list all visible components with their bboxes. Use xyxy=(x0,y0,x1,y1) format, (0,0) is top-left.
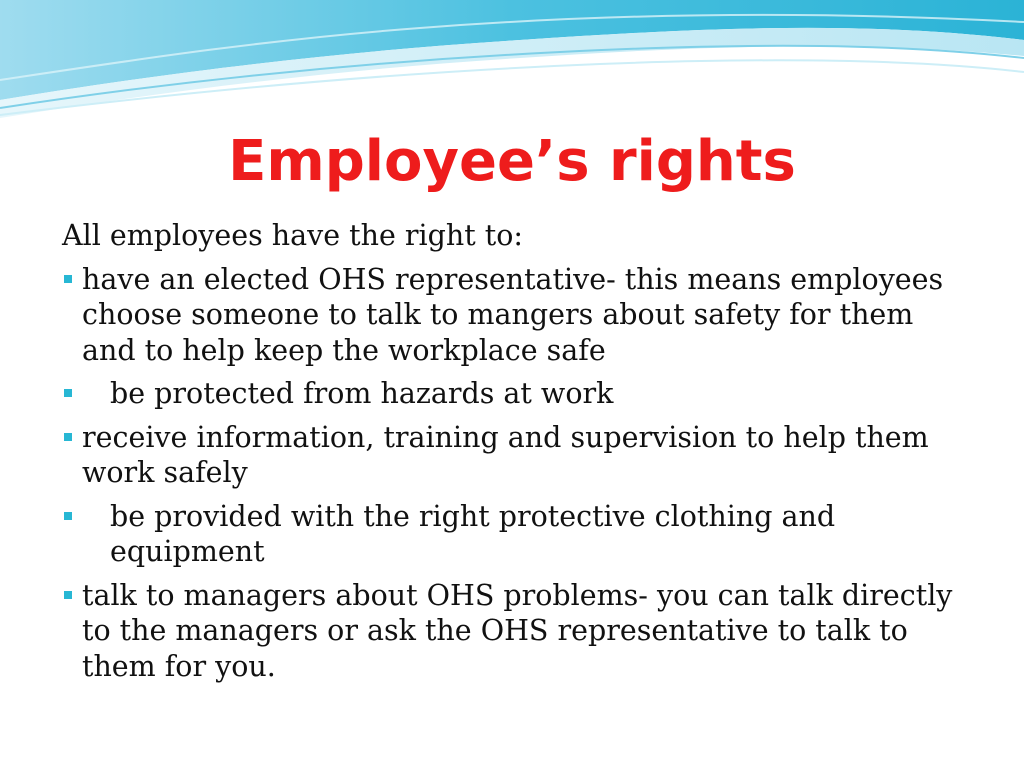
list-item xyxy=(62,262,962,369)
list-item xyxy=(62,499,962,570)
list-item xyxy=(62,578,962,685)
list-item-text: receive information, training and supervision to help them work safely xyxy=(82,420,929,489)
intro-text: All employees have the right to: xyxy=(62,219,523,252)
list-item xyxy=(62,420,962,491)
square-bullet-icon xyxy=(64,433,72,441)
slide-title: Employee’s rights xyxy=(228,129,796,194)
list-item-text: be provided with the right protective clothing and equipment xyxy=(110,499,836,568)
bullet-list xyxy=(62,262,962,685)
list-item-text: have an elected OHS representative- this means employees choose someone to talk to mangers about safety for them and to help keep the workplace safe xyxy=(82,262,944,367)
list-item xyxy=(62,376,962,412)
square-bullet-icon xyxy=(64,389,72,397)
square-bullet-icon xyxy=(64,512,72,520)
slide-body xyxy=(62,218,962,692)
square-bullet-icon xyxy=(64,591,72,599)
wave-decoration-icon xyxy=(0,0,1024,130)
list-item-text: be protected from hazards at work xyxy=(110,377,614,410)
list-item-text: talk to managers about OHS problems- you can talk directly to the managers or ask the OHS representative to talk to them for you. xyxy=(82,578,953,683)
square-bullet-icon xyxy=(64,275,72,283)
